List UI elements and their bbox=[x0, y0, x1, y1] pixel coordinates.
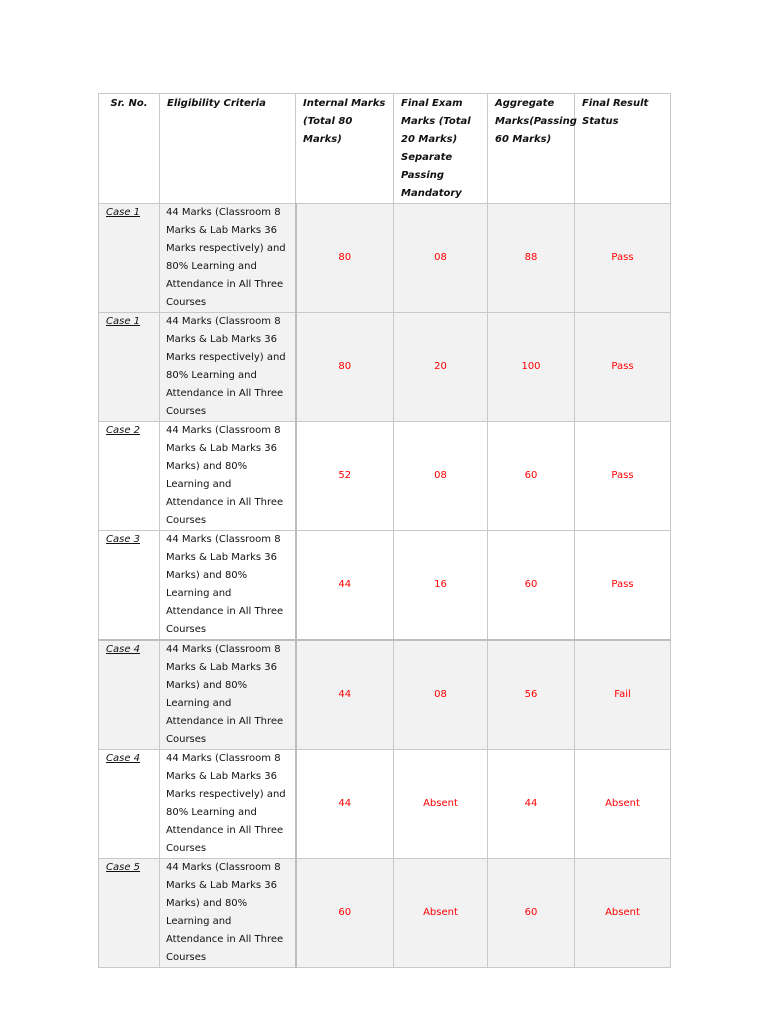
final-exam-cell: Absent bbox=[394, 859, 488, 968]
internal-marks-cell: 44 bbox=[296, 640, 394, 750]
table-row bbox=[99, 422, 671, 531]
table-row bbox=[99, 859, 671, 968]
criteria-cell: 44 Marks (Classroom 8 Marks & Lab Marks 36 Marks) and 80% Learning and Attendance in All Three Courses bbox=[160, 531, 296, 641]
status-cell: Fail bbox=[575, 640, 671, 750]
criteria-cell: 44 Marks (Classroom 8 Marks & Lab Marks 36 Marks respectively) and 80% Learning and Attendance in All Three Courses bbox=[160, 313, 296, 422]
case-label: Case 1 bbox=[106, 316, 141, 327]
case-label: Case 4 bbox=[106, 644, 141, 655]
header-sr-no: Sr. No. bbox=[99, 94, 160, 204]
internal-marks-cell: 60 bbox=[296, 859, 394, 968]
aggregate-cell: 60 bbox=[488, 531, 575, 641]
final-exam-cell: 20 bbox=[394, 313, 488, 422]
case-cell bbox=[99, 750, 160, 859]
table-row bbox=[99, 640, 671, 750]
final-exam-cell: 08 bbox=[394, 422, 488, 531]
header-internal-marks: Internal Marks (Total 80 Marks) bbox=[296, 94, 394, 204]
header-eligibility-criteria: Eligibility Criteria bbox=[160, 94, 296, 204]
results-table bbox=[98, 93, 671, 968]
table-row bbox=[99, 204, 671, 313]
criteria-cell: 44 Marks (Classroom 8 Marks & Lab Marks 36 Marks) and 80% Learning and Attendance in All Three Courses bbox=[160, 640, 296, 750]
status-cell: Pass bbox=[575, 313, 671, 422]
final-exam-cell: 08 bbox=[394, 640, 488, 750]
final-exam-cell: Absent bbox=[394, 750, 488, 859]
case-label: Case 4 bbox=[106, 753, 141, 764]
case-label: Case 2 bbox=[106, 425, 141, 436]
status-cell: Pass bbox=[575, 204, 671, 313]
criteria-cell: 44 Marks (Classroom 8 Marks & Lab Marks 36 Marks) and 80% Learning and Attendance in All Three Courses bbox=[160, 422, 296, 531]
header-aggregate-marks: Aggregate Marks(Passing 60 Marks) bbox=[488, 94, 575, 204]
aggregate-cell: 44 bbox=[488, 750, 575, 859]
aggregate-cell: 56 bbox=[488, 640, 575, 750]
case-cell bbox=[99, 531, 160, 641]
status-cell: Pass bbox=[575, 531, 671, 641]
internal-marks-cell: 80 bbox=[296, 204, 394, 313]
case-label: Case 1 bbox=[106, 207, 141, 218]
final-exam-cell: 08 bbox=[394, 204, 488, 313]
internal-marks-cell: 52 bbox=[296, 422, 394, 531]
criteria-cell: 44 Marks (Classroom 8 Marks & Lab Marks 36 Marks) and 80% Learning and Attendance in All Three Courses bbox=[160, 859, 296, 968]
table-row bbox=[99, 313, 671, 422]
internal-marks-cell: 44 bbox=[296, 750, 394, 859]
status-cell: Absent bbox=[575, 750, 671, 859]
case-cell bbox=[99, 640, 160, 750]
case-cell bbox=[99, 313, 160, 422]
aggregate-cell: 100 bbox=[488, 313, 575, 422]
internal-marks-cell: 44 bbox=[296, 531, 394, 641]
final-exam-cell: 16 bbox=[394, 531, 488, 641]
status-cell: Pass bbox=[575, 422, 671, 531]
criteria-cell: 44 Marks (Classroom 8 Marks & Lab Marks 36 Marks respectively) and 80% Learning and Attendance in All Three Courses bbox=[160, 204, 296, 313]
table-row bbox=[99, 750, 671, 859]
internal-marks-cell: 80 bbox=[296, 313, 394, 422]
case-cell bbox=[99, 859, 160, 968]
status-cell: Absent bbox=[575, 859, 671, 968]
case-label: Case 3 bbox=[106, 534, 141, 545]
header-final-exam-marks: Final Exam Marks (Total 20 Marks) Separate Passing Mandatory bbox=[394, 94, 488, 204]
case-label: Case 5 bbox=[106, 862, 141, 873]
aggregate-cell: 88 bbox=[488, 204, 575, 313]
header-final-result-status: Final Result Status bbox=[575, 94, 671, 204]
criteria-cell: 44 Marks (Classroom 8 Marks & Lab Marks 36 Marks respectively) and 80% Learning and Attendance in All Three Courses bbox=[160, 750, 296, 859]
case-cell bbox=[99, 422, 160, 531]
aggregate-cell: 60 bbox=[488, 422, 575, 531]
case-cell bbox=[99, 204, 160, 313]
header-row bbox=[99, 94, 671, 204]
aggregate-cell: 60 bbox=[488, 859, 575, 968]
table-row bbox=[99, 531, 671, 641]
